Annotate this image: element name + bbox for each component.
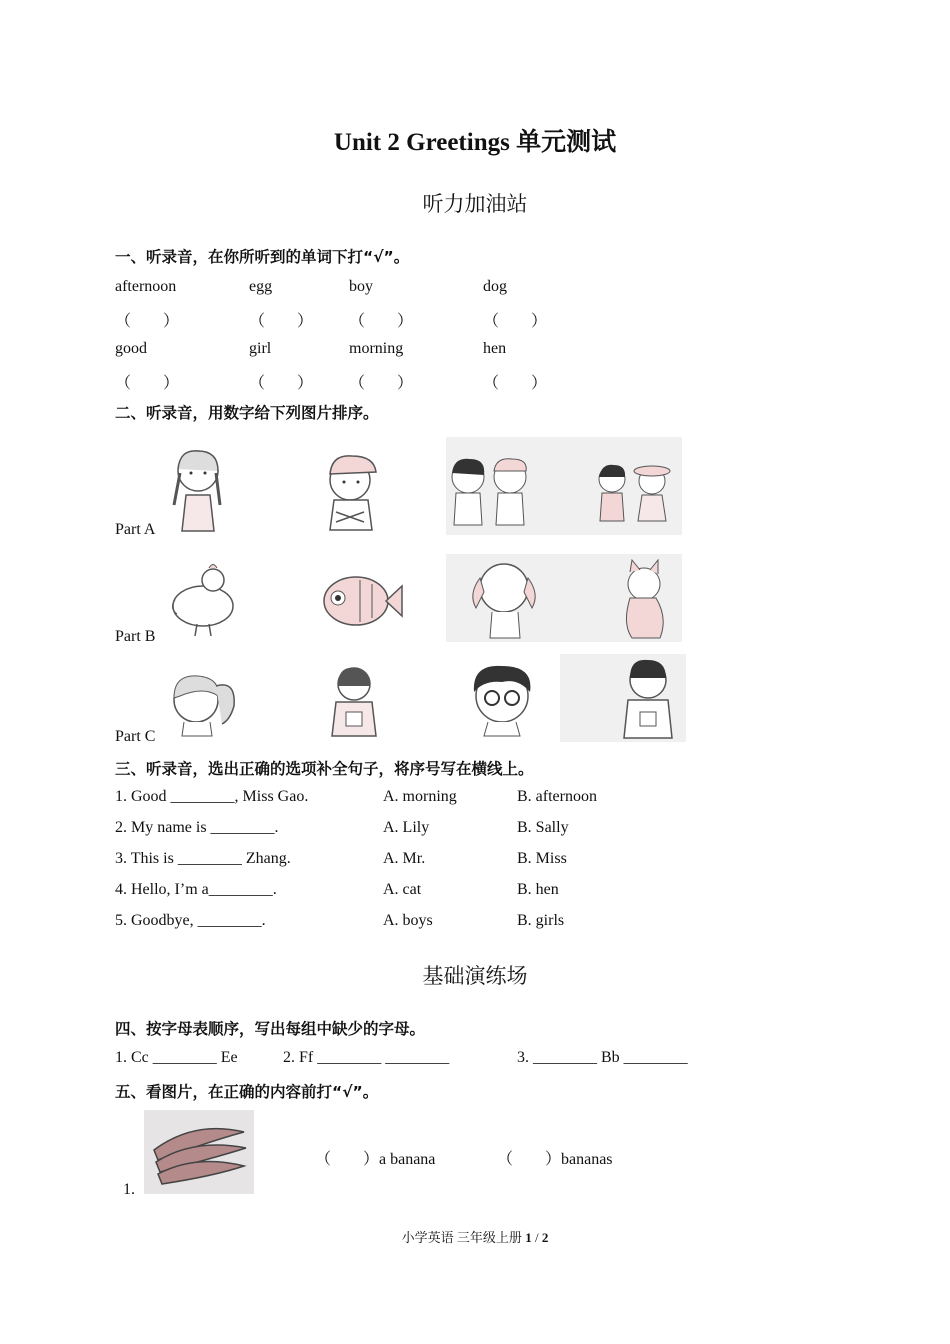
answer-blank[interactable]: （ ） bbox=[249, 313, 314, 330]
word-boy: boy bbox=[349, 278, 373, 295]
option-a: A. Lily bbox=[383, 819, 430, 836]
word-afternoon: afternoon bbox=[115, 278, 177, 295]
option-b: B. hen bbox=[517, 881, 559, 898]
word-girl: girl bbox=[249, 340, 272, 357]
page-number: 1 bbox=[525, 1230, 532, 1245]
answer-blank[interactable]: （ ） bbox=[349, 313, 414, 330]
letter-group-2: 2. Ff ________ ________ bbox=[283, 1049, 450, 1066]
option-b: B. Sally bbox=[517, 819, 569, 836]
dog-and-cat-picture bbox=[446, 554, 682, 642]
option-b: B. girls bbox=[517, 912, 565, 929]
option-a: A. morning bbox=[383, 788, 457, 805]
hen-picture bbox=[163, 558, 243, 640]
option-a: A. cat bbox=[383, 881, 422, 898]
girl-ponytail-picture bbox=[160, 660, 244, 738]
answer-blank[interactable]: （ ） bbox=[115, 313, 180, 330]
section-heading-listening: 听力加油站 bbox=[422, 192, 528, 216]
option-bananas[interactable]: （ ）bananas bbox=[497, 1151, 613, 1168]
question-5-instruction: 五、看图片，在正确的内容前打“√”。 bbox=[115, 1083, 379, 1101]
page-total: 2 bbox=[541, 1230, 549, 1245]
sentence-3: 3. This is ________ Zhang. bbox=[115, 850, 291, 867]
page-separator: / bbox=[531, 1230, 542, 1245]
boy-with-cap-picture bbox=[322, 448, 382, 533]
option-a-banana[interactable]: （ ）a banana bbox=[315, 1151, 436, 1168]
option-a: A. Mr. bbox=[383, 850, 426, 867]
bananas-picture bbox=[144, 1110, 254, 1194]
page-title: Unit 2 Greetings 单元测试 bbox=[333, 129, 617, 156]
fish-picture bbox=[318, 568, 404, 634]
word-dog: dog bbox=[483, 278, 507, 295]
item-number: 1. bbox=[123, 1181, 135, 1198]
word-morning: morning bbox=[349, 340, 404, 357]
word-good: good bbox=[115, 340, 147, 357]
question-1-instruction: 一、听录音，在你所听到的单词下打“√”。 bbox=[115, 248, 410, 266]
sentence-2: 2. My name is ________. bbox=[115, 819, 279, 836]
page-footer bbox=[0, 1227, 950, 1246]
question-4-instruction: 四、按字母表顺序，写出每组中缺少的字母。 bbox=[115, 1020, 426, 1038]
children-group-picture bbox=[446, 437, 682, 535]
letter-group-3: 3. ________ Bb ________ bbox=[517, 1049, 688, 1066]
answer-blank[interactable]: （ ） bbox=[115, 375, 180, 392]
boy-glasses-picture bbox=[462, 656, 542, 738]
word-hen: hen bbox=[483, 340, 507, 357]
sentence-4: 4. Hello, I’m a________. bbox=[115, 881, 277, 898]
option-a: A. boys bbox=[383, 912, 433, 929]
sentence-1: 1. Good ________, Miss Gao. bbox=[115, 788, 309, 805]
girl-wang-picture bbox=[322, 660, 386, 738]
boy-wang-picture bbox=[560, 654, 686, 742]
section-heading-basics: 基础演练场 bbox=[422, 964, 528, 988]
option-b: B. Miss bbox=[517, 850, 567, 867]
sentence-5: 5. Goodbye, ________. bbox=[115, 912, 266, 929]
question-3-instruction: 三、听录音，选出正确的选项补全句子，将序号写在横线上。 bbox=[115, 760, 534, 778]
part-a-label: Part A bbox=[115, 521, 156, 538]
answer-blank[interactable]: （ ） bbox=[349, 375, 414, 392]
answer-blank[interactable]: （ ） bbox=[483, 313, 548, 330]
answer-blank[interactable]: （ ） bbox=[249, 375, 314, 392]
girl-picture bbox=[160, 443, 240, 538]
letter-group-1: 1. Cc ________ Ee bbox=[115, 1049, 238, 1066]
footer-text: 小学英语 三年级上册 bbox=[401, 1230, 526, 1245]
question-2-instruction: 二、听录音，用数字给下列图片排序。 bbox=[115, 404, 379, 422]
option-b: B. afternoon bbox=[517, 788, 597, 805]
word-egg: egg bbox=[249, 278, 273, 295]
part-c-label: Part C bbox=[115, 728, 156, 745]
answer-blank[interactable]: （ ） bbox=[483, 375, 548, 392]
part-b-label: Part B bbox=[115, 628, 156, 645]
